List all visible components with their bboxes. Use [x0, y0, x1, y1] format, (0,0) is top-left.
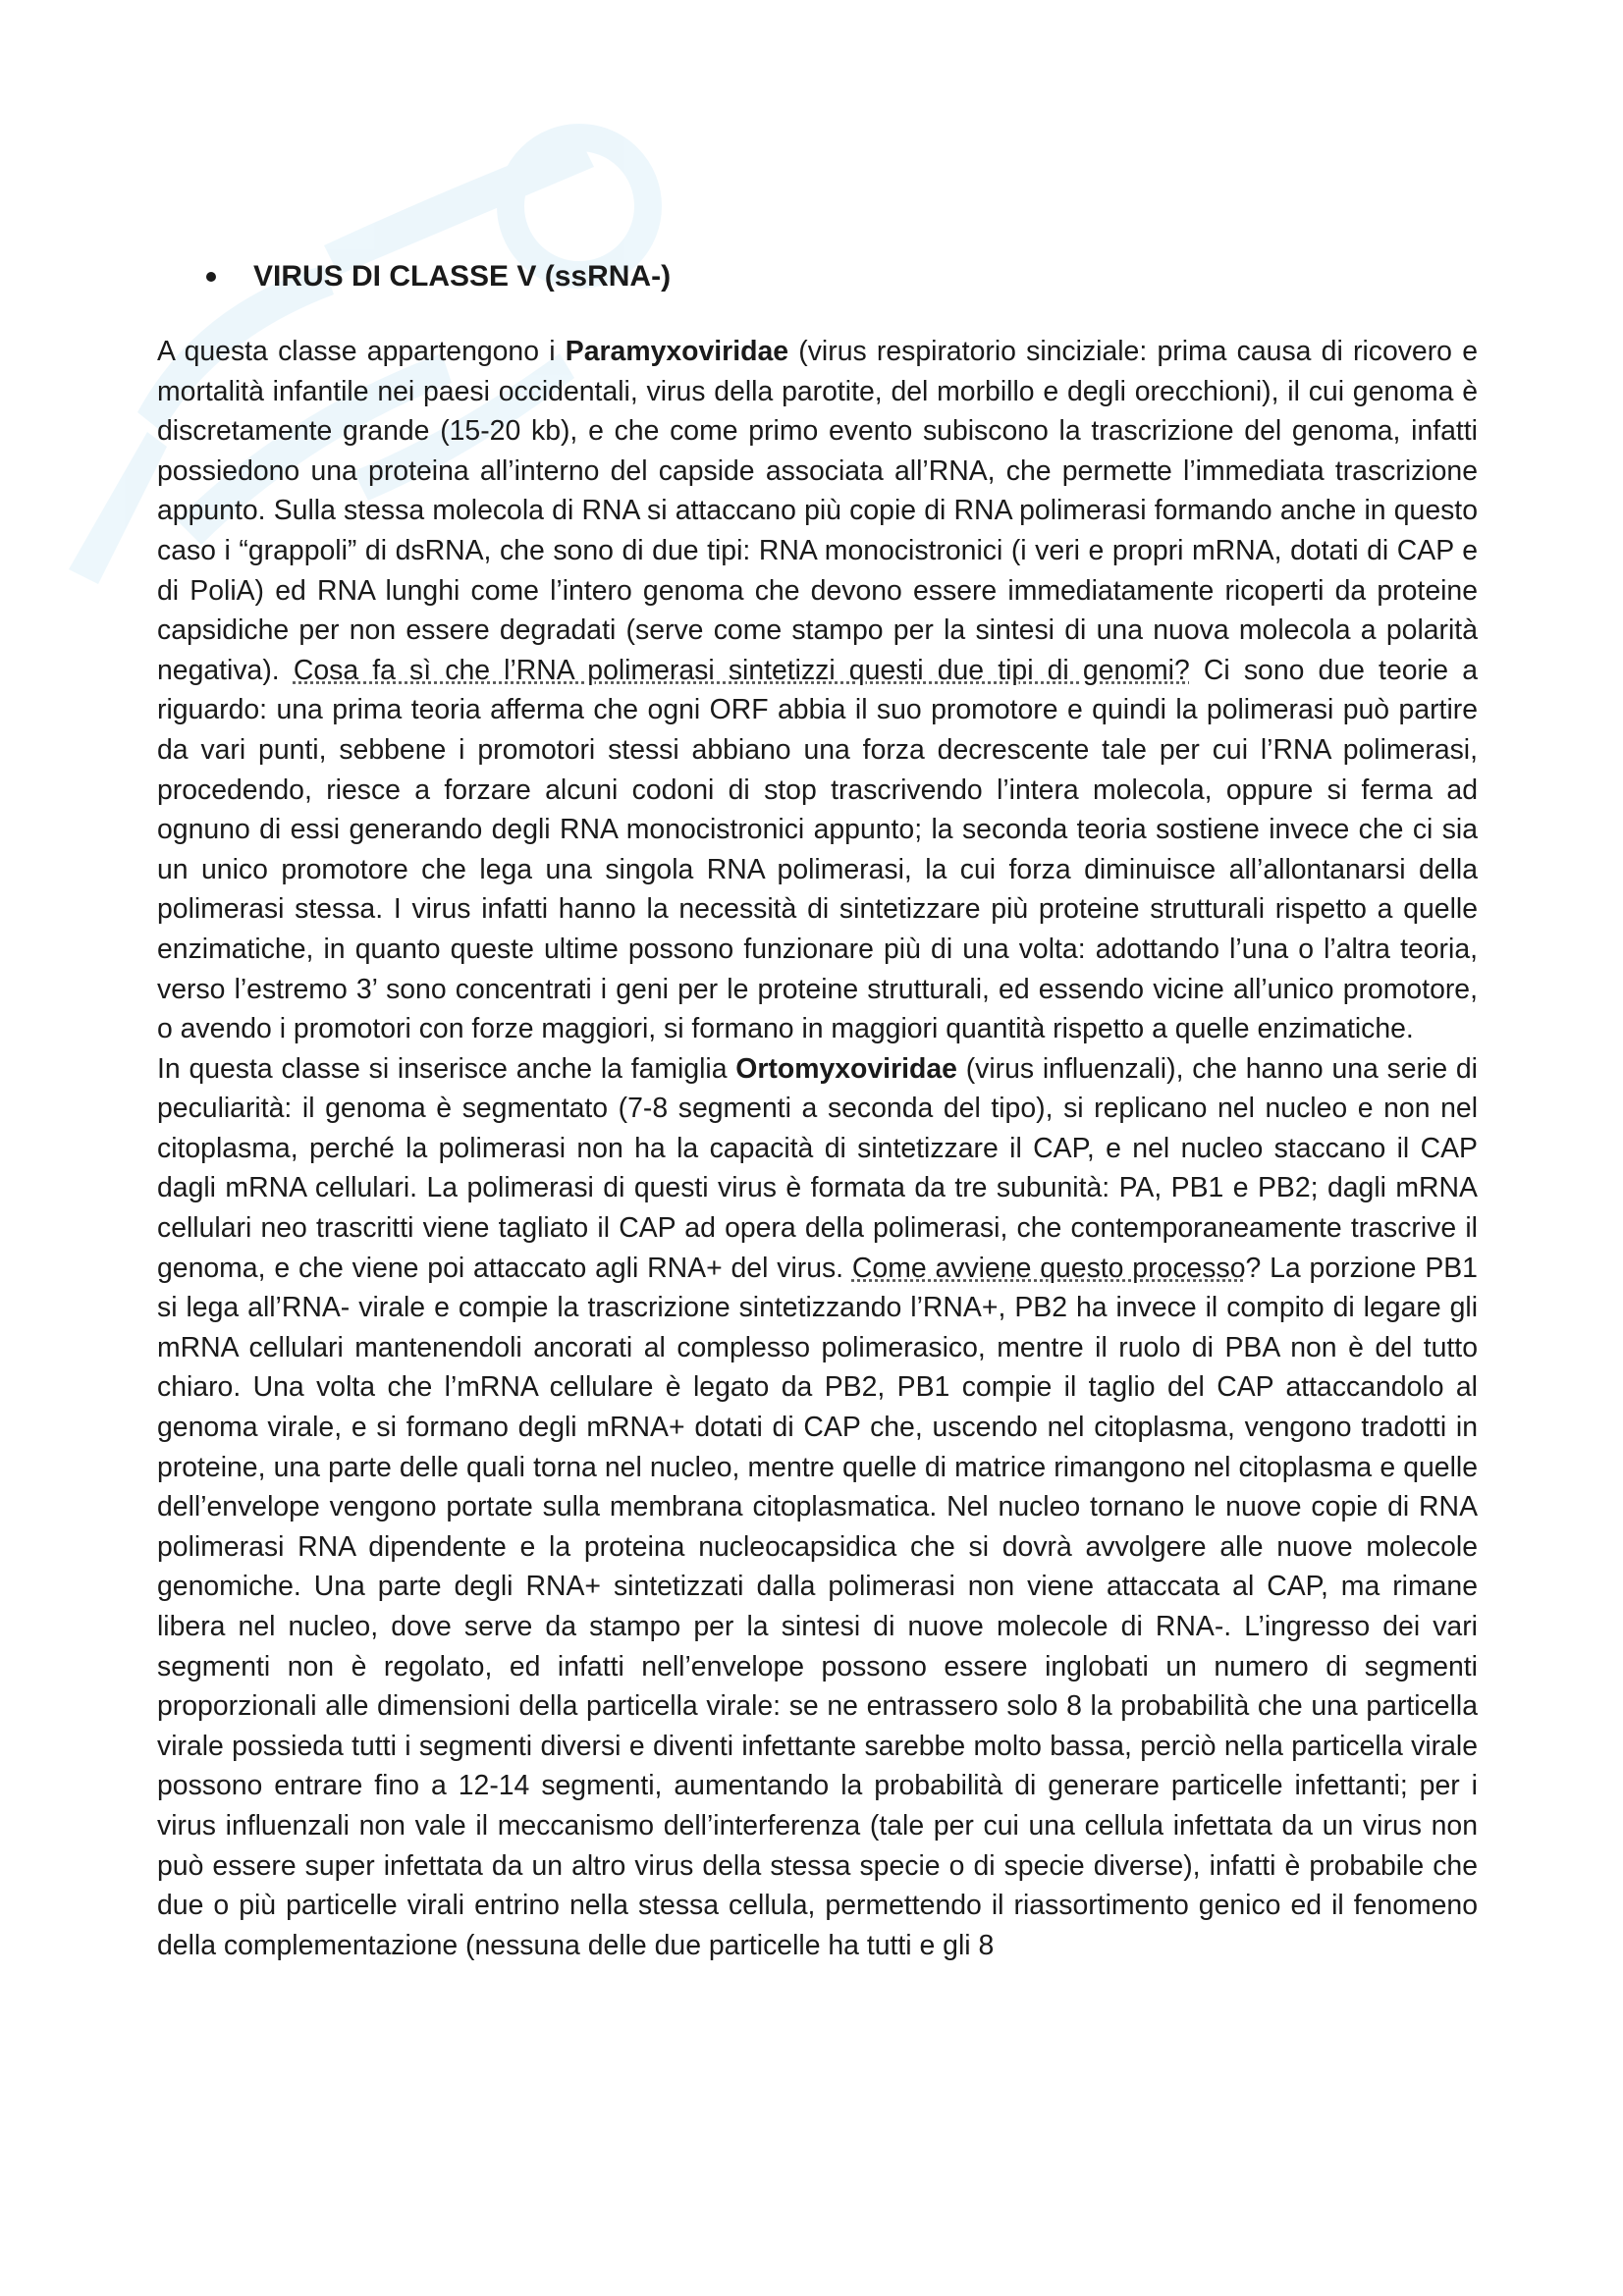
text-segment: ? La porzione PB1 si lega all’RNA- virale e compie la trascrizione sintetizzando l’RNA+, PB2 ha invece il compito di legare gli mRNA cellulari mantenendoli ancorati al complesso polimerasico, mentre il ruolo di PBA non è del tutto chiaro. Una volta che l’mRNA cellulare è legato da PB2, PB1 compie il taglio del CAP attaccandolo al genoma virale, e si formano degli mRNA+ dotati di CAP che, uscendo nel citoplasma, vengono tradotti in proteine, una parte delle quali torna nel nucleo, mentre quelle di matrice rimangono nel citoplasma e quelle dell’envelope vengono portate sulla membrana citoplasmatica. Nel nucleo tornano le nuove copie di RNA polimerasi RNA dipendente e la proteina nucleocapsidica che si dovrà avvolgere alle nuove molecole genomiche. Una parte degli RNA+ sintetizzati dalla polimerasi non viene attaccata al CAP, ma rimane libera nel nucleo, dove serve da stampo per la sintesi di nuove molecole di RNA-. L’ingresso dei vari segmenti non è regolato, ed infatti nell’envelope possono essere inglobati un numero di segmenti proporzionali alle dimensioni della particella virale: se ne entrassero solo 8 la probabilità che una particella virale possieda tutti i segmenti diversi e diventi infettante sarebbe molto bassa, perciò nella particella virale possono entrare fino a 12-14 segmenti, aumentando la probabilità di generare particelle infettanti; per i virus influenzali non vale il meccanismo dell’interferenza (tale per cui una cellula infettata da un virus non può essere super infettata da un altro virus della stessa specie o di specie diverse), infatti è probabile che due o più particelle virali entrino nella stessa cellula, permettendo il riassortimento genico ed il fenomeno della complementazione (nessuna delle due particelle ha tutti e gli 8 — [157, 1252, 1478, 1961]
question-genomi: Cosa fa sì che l’RNA polimerasi sintetizzi questi due tipi di genomi? — [293, 654, 1190, 686]
text-segment: In questa classe si inserisce anche la famiglia — [157, 1052, 736, 1085]
body-text — [157, 332, 1478, 1965]
bullet-icon — [206, 272, 216, 282]
text-segment: Ci sono due teorie a riguardo: una prima teoria afferma che ogni ORF abbia il suo promotore e quindi la polimerasi può partire da vari punti, sebbene i promotori stessi abbiano una forza decrescente tale per cui l’RNA polimerasi, procedendo, riesce a forzare alcuni codoni di stop trascrivendo l’intera molecola, oppure si ferma ad ognuno di essi generando degli RNA monocistronici appunto; la seconda teoria sostiene invece che ci sia un unico promotore che lega una singola RNA polimerasi, la cui forza diminuisce all’allontanarsi della polimerasi stessa. I virus infatti hanno la necessità di sintetizzare più proteine strutturali rispetto a quelle enzimatiche, in quanto queste ultime possono funzionare più di una volta: adottando l’una o l’altra teoria, verso l’estremo 3’ sono concentrati i geni per le proteine strutturali, ed essendo vicine all’unico promotore, o avendo i promotori con forze maggiori, si formano in maggiori quantità rispetto a quelle enzimatiche. — [157, 654, 1479, 1045]
paragraph-paramyxoviridae — [157, 332, 1478, 1049]
text-segment: (virus respiratorio sinciziale: prima causa di ricovero e mortalità infantile nei paesi occidentali, virus della parotite, del morbillo e degli orecchioni), il cui genoma è discretamente grande (15-20 kb), e che come primo evento subiscono la trascrizione del genoma, infatti possiedono una proteina all’interno del capside associata all’RNA, che permette l’immediata trascrizione appunto. Sulla stessa molecola di RNA si attaccano più copie di RNA polimerasi formando anche in questo caso i “grappoli” di dsRNA, che sono di due tipi: RNA monocistronici (i veri e propri mRNA, dotati di CAP e di PoliA) ed RNA lunghi come l’intero genoma che devono essere immediatamente ricoperti da proteine capsidiche per non essere degradati (serve come stampo per la sintesi di una nuova molecola a polarità negativa). — [157, 336, 1478, 686]
paragraph-ortomyxoviridae — [157, 1049, 1478, 1966]
section-heading-text: VIRUS DI CLASSE V (ssRNA-) — [253, 260, 672, 293]
section-heading — [206, 259, 671, 294]
text-segment: (virus influenzali), che hanno una serie di peculiarità: il genoma è segmentato (7-8 segmenti a seconda del tipo), si replicano nel nucleo e non nel citoplasma, perché la polimerasi non ha la capacità di sintetizzare il CAP, e nel nucleo staccano il CAP dagli mRNA cellulari. La polimerasi di questi virus è formata da tre subunità: PA, PB1 e PB2; dagli mRNA cellulari neo trascritti viene tagliato il CAP ad opera della polimerasi, che contemporaneamente trascrive il genoma, e che viene poi attaccato agli RNA+ del virus. — [157, 1052, 1478, 1284]
family-name-ortomyxoviridae: Ortomyxoviridae — [735, 1052, 957, 1085]
text-segment: A questa classe appartengono i — [157, 336, 566, 367]
question-processo: Come avviene questo processo — [851, 1252, 1246, 1284]
family-name-paramyxoviridae: Paramyxoviridae — [565, 336, 789, 367]
